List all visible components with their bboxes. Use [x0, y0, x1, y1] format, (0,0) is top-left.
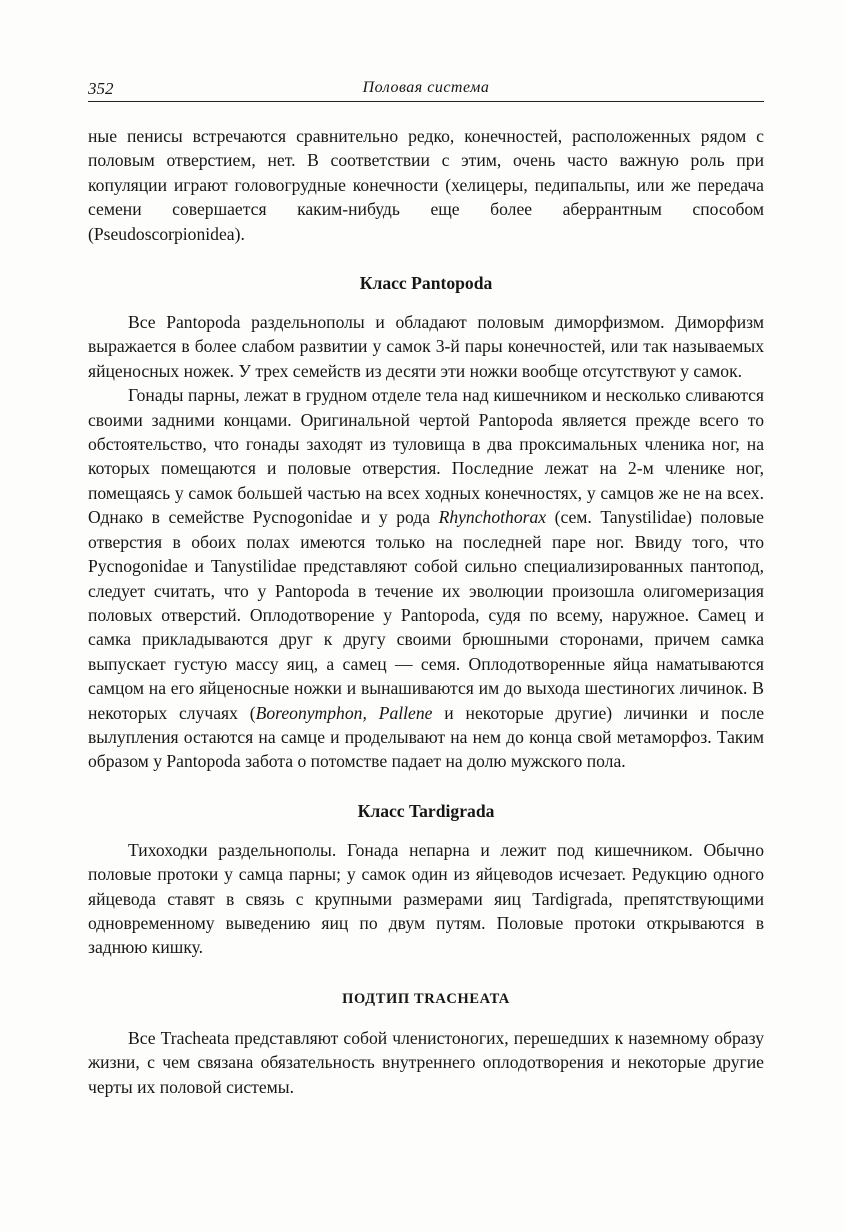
genus-names: Boreonymphon, Pallene — [255, 702, 433, 723]
text-run: Все Tracheata представляют собой членистоногих, перешедших к наземному образу жизни, с чем связана обязательность внутреннего оплодотворения и некоторые другие черты их половой системы. — [88, 1027, 764, 1097]
running-title: Половая система — [362, 79, 490, 96]
section-title-tardigrada: Класс Tardigrada — [357, 800, 495, 821]
text-run: Все Pantopoda раздельнополы и обладают половым диморфизмом. Диморфизм выражается в более слабом развитии у самок 3-й пары конечностей, или так называемых яйценосных ножек. У трех семейств из десяти эти ножки вообще отсутствуют у самок. — [88, 312, 764, 381]
pantopoda-paragraph-1 — [88, 310, 764, 383]
text-run: Тихоходки раздельнополы. Гонада непарна и лежит под кишечником. Обычно половые протоки у самца парны; у самок один из яйцеводов исчезает. Редукцию одного яйцевода ставят в связь с крупными размерами яиц Tardigrada, препятствующими одновременному выведению яиц по двум путям. Половые протоки открываются в заднюю кишку. — [88, 839, 764, 958]
section-title-pantopoda: Класс Pantopoda — [359, 273, 493, 294]
section-title-tracheata: ПОДТИП TRACHEATA — [342, 990, 510, 1007]
tracheata-paragraph-1 — [88, 1026, 764, 1099]
intro-paragraph: ные пенисы встречаются сравнительно редко, конечностей, расположенных рядом с половым отверстием, нет. В соответствии с этим, очень часто важную роль при копуляции играют головогрудные конечности (хелицеры, педипальпы, или же передача семени совершается каким-нибудь еще более аберрантным способом (Pseudoscorpionidea). — [88, 126, 764, 244]
tardigrada-paragraph-1 — [88, 838, 764, 960]
text-run: (сем. Tanystilidae) половые отверстия в обоих полах имеются только на последней паре ног. Ввиду того, что Pycnogonidae и Tanystilidae представляют собой сильно специализированных пантопод, следует считать, что у Pantopoda в течение их эволюции произошла олигомеризация половых отверстий. Оплодотворение у Pantopoda, судя по всему, наружное. Самец и самка прикладываются друг к другу своими брюшными сторонами, причем самка выпускает густую массу яиц, а самец — семя. Оплодотворенные яйца наматываются самцом на его яйценосные ножки и вынашиваются им до выхода шестиногих личинок. В некоторых случаях ( — [88, 507, 764, 723]
text-run: и некоторые другие) личинки и после вылупления остаются на самце и проделывают на нем до конца свой метаморфоз. Таким образом у Pantopoda забота о потомстве падает на долю мужского пола. — [88, 702, 764, 772]
page-header — [88, 79, 764, 102]
text-run: Гонады парны, лежат в грудном отделе тела над кишечником и несколько сливаются своими задними концами. Оригинальной чертой Pantopoda является прежде всего то обстоятельство, что гонады заходят из туловища в два проксимальных членика ног, на которых помещаются и половые отверстия. Последние лежат на 2-м членике ног, помещаясь у самок большей частью на всех ходных конечностях, у самцов же не на всех. Однако в семействе Pycnogonidae и у рода — [88, 385, 764, 528]
genus-name: Rhynchothorax — [438, 507, 547, 528]
page-body — [88, 124, 764, 1099]
pantopoda-paragraph-2 — [88, 383, 764, 774]
page-number: 352 — [88, 79, 114, 98]
